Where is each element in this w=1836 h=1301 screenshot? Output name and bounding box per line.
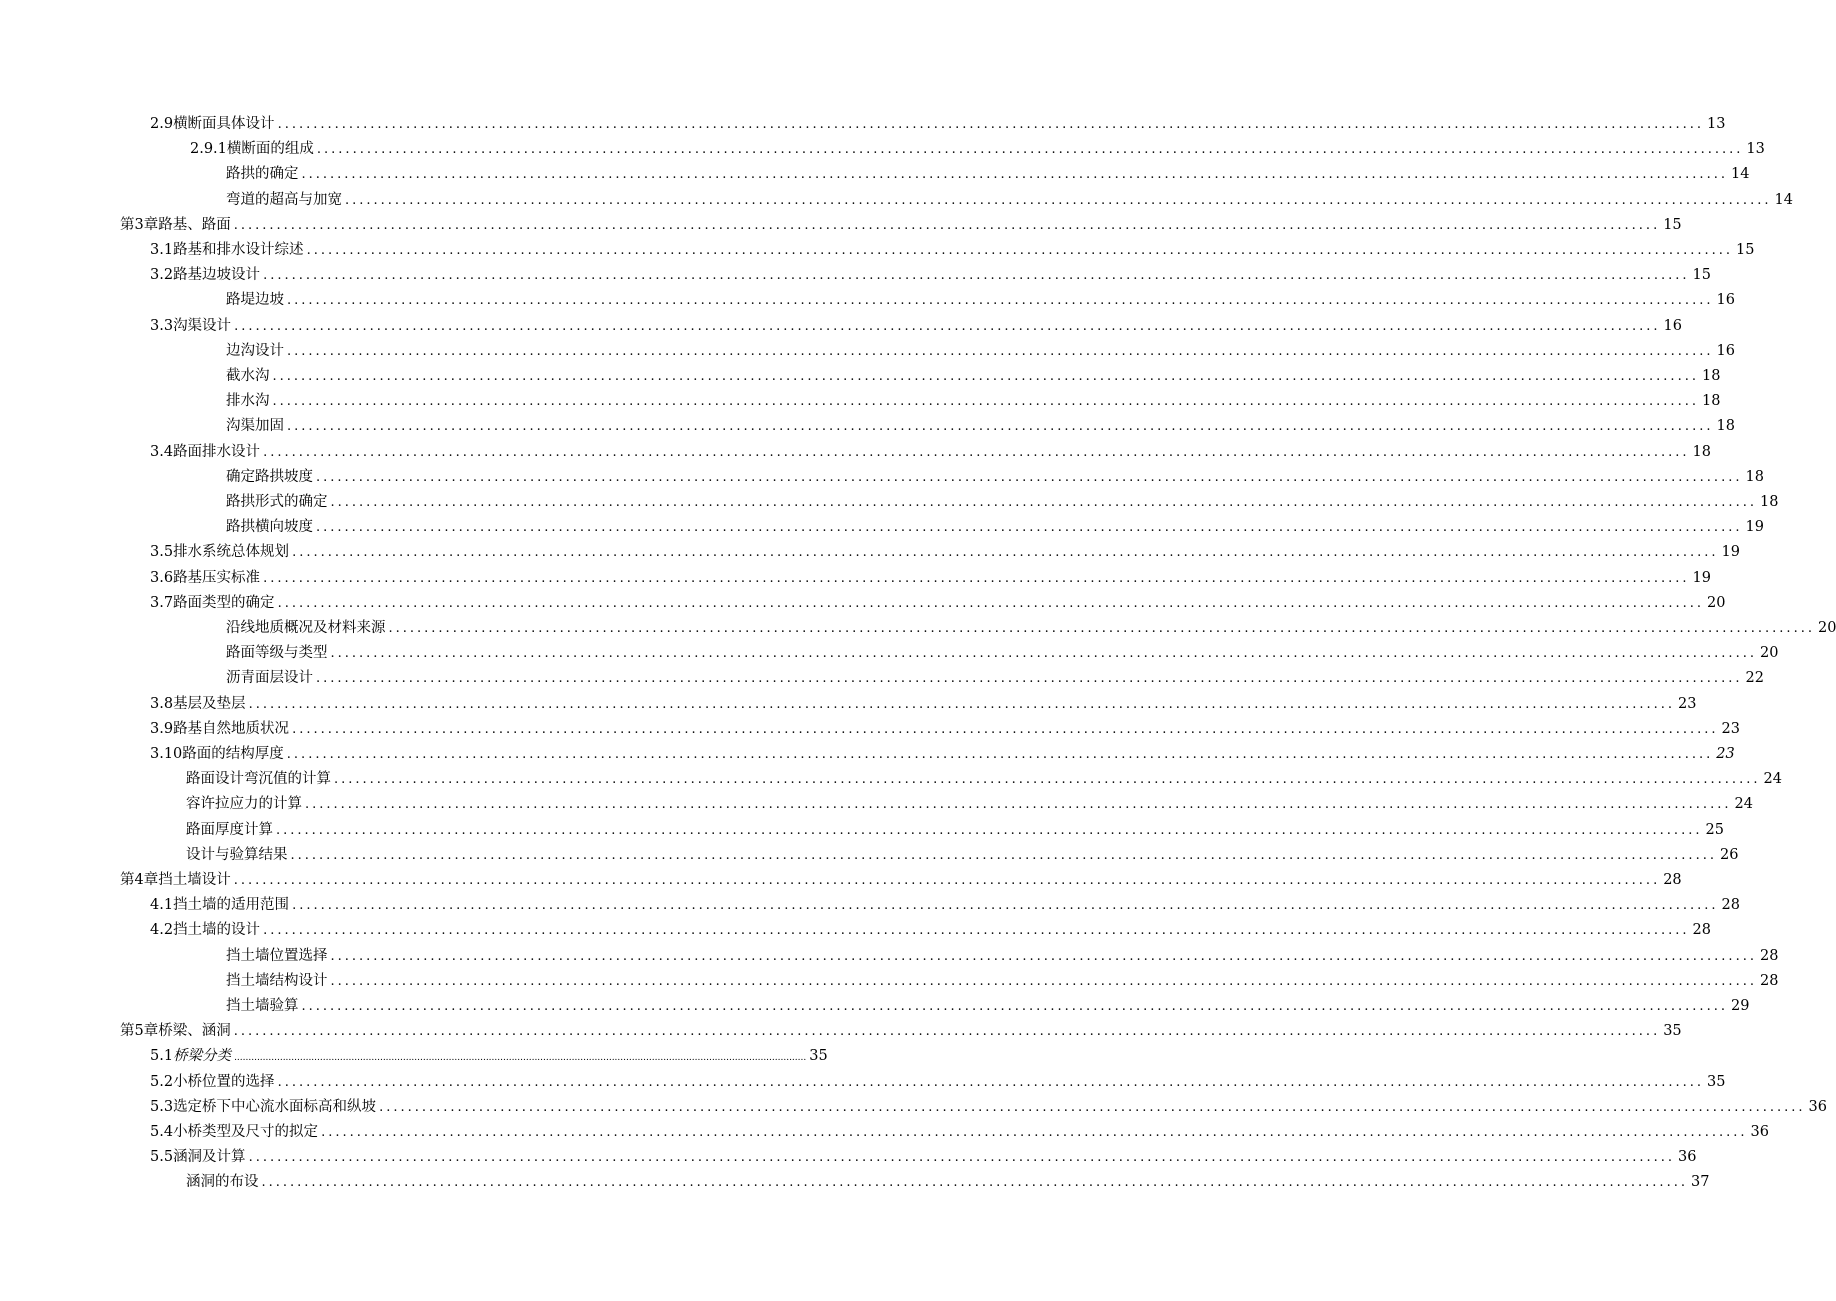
toc-dot-leader: ........................................................................................................................................................................................................ (263, 570, 1690, 586)
toc-entry[interactable] (150, 1121, 1769, 1143)
toc-entry-title: 弯道的超高与加宽 (226, 191, 342, 208)
toc-entry-number: 3.3 (150, 317, 174, 334)
toc-entry-number: 4.1 (150, 897, 174, 914)
toc-entry[interactable] (150, 1071, 1726, 1093)
toc-dot-leader: ........................................................................................................................................................................................................ (233, 873, 1661, 888)
toc-entry-page: 20 (1817, 620, 1836, 636)
toc-entry[interactable] (226, 516, 1764, 538)
toc-dot-leader: ........................................................................................................................................................................................................ (330, 973, 1757, 989)
toc-entry[interactable] (226, 189, 1793, 211)
toc-dot-leader: ........................................................................................................................................................................................................ (290, 847, 1717, 863)
toc-entry[interactable] (150, 718, 1740, 740)
toc-entry-title: 路堤边坡 (226, 292, 284, 309)
toc-entry-title: 确定路拱坡度 (226, 468, 313, 485)
toc-dot-leader: ........................................................................................................................................................................................................ (272, 394, 1699, 410)
toc-entry[interactable] (150, 567, 1711, 589)
toc-entry-title: 挡土墙的适用范围 (173, 897, 290, 914)
toc-dot-leader: ........................................................................................................................................................................................................ (321, 1125, 1748, 1140)
toc-entry-page: 36 (1750, 1124, 1769, 1140)
toc-dot-leader: ........................................................................................................................................................................................................ (316, 671, 1743, 687)
toc-entry-title: 小桥位置的选择 (173, 1073, 275, 1090)
toc-entry-page: 14 (1774, 191, 1793, 208)
toc-entry-number: 2.9.1 (190, 141, 227, 158)
toc-dot-leader: ........................................................................................................................................................................................................ (286, 747, 1714, 762)
toc-entry-page: 24 (1734, 796, 1753, 813)
toc-dot-leader: ........................................................................................................................................................................................................ (292, 898, 1719, 914)
toc-entry[interactable] (150, 1096, 1827, 1118)
toc-entry-page: 36 (1808, 1098, 1827, 1115)
toc-entry-title: 桥梁分类 (173, 1048, 232, 1065)
toc-entry-title: 挡土墙位置选择 (226, 947, 328, 964)
toc-dot-leader: ........................................................................................................................................................................................................ (316, 142, 1744, 158)
toc-entry-page: 20 (1707, 594, 1726, 611)
toc-entry-page: 18 (1759, 494, 1779, 510)
toc-entry-title: 选定桥下中心流水面标高和纵坡 (173, 1098, 377, 1115)
toc-entry-page: 18 (1701, 393, 1721, 410)
toc-entry-page: 15 (1736, 242, 1755, 258)
toc-entry-title: 路面等级与类型 (226, 645, 328, 662)
toc-dot-leader: ........................................................................................................................................................................................................ (263, 268, 1690, 284)
toc-entry[interactable] (226, 667, 1764, 689)
toc-entry[interactable] (150, 239, 1755, 261)
toc-entry-page: 23 (1716, 746, 1735, 762)
toc-entry-number: 5.1 (150, 1048, 174, 1065)
toc-dot-leader: ........................................................................................................................................................................................................ (330, 495, 1757, 510)
toc-entry[interactable] (226, 340, 1735, 362)
toc-entry-page: 24 (1763, 771, 1782, 788)
toc-entry-number: 5.5 (150, 1149, 174, 1166)
toc-entry-title: 路拱横向坡度 (226, 519, 313, 536)
toc-entry-page: 35 (1707, 1073, 1726, 1090)
toc-entry-page: 37 (1690, 1174, 1710, 1191)
toc-dot-leader: ........................................................................................................................................................................................................ (263, 923, 1690, 939)
toc-entry-number: 3.5 (150, 544, 174, 561)
toc-dot-leader: ........................................................................................................................................................................................................ (261, 1175, 1688, 1191)
toc-entry-number: 3.7 (150, 594, 174, 611)
toc-entry-title: 路拱的确定 (226, 166, 299, 183)
toc-entry-number: 5.4 (150, 1124, 174, 1140)
toc-entry-title: 小桥类型及尺寸的拟定 (173, 1124, 319, 1140)
toc-entry[interactable] (226, 289, 1735, 311)
toc-entry-title: 路面类型的确定 (173, 594, 275, 611)
toc-dot-leader: ........................................................................................................................................................................................................ (292, 721, 1719, 737)
toc-entry-title: 设计与验算结果 (186, 846, 288, 863)
toc-entry-page: 29 (1730, 998, 1750, 1014)
toc-dot-leader: ........................................................................................................................................................................................................ (306, 243, 1734, 258)
toc-entry[interactable] (226, 466, 1764, 488)
toc-entry-page: 16 (1663, 317, 1682, 334)
toc-entry-page: 28 (1692, 922, 1711, 939)
toc-entry-page: 20 (1759, 645, 1779, 662)
toc-entry-number: 4.2 (150, 922, 174, 939)
toc-entry-title: 挡土墙结构设计 (226, 972, 328, 989)
toc-entry[interactable] (150, 541, 1740, 563)
toc-entry-title: 路面的结构厚度 (182, 746, 284, 762)
toc-entry[interactable] (226, 945, 1779, 967)
toc-entry-title: 挡土墙的设计 (173, 922, 261, 939)
toc-entry[interactable] (226, 365, 1721, 387)
toc-dot-leader: ........................................................................................................................................................................................................ (287, 419, 1714, 435)
toc-entry-page: 13 (1746, 141, 1765, 158)
toc-entry-title: 截水沟 (226, 368, 270, 384)
toc-entry-page: 26 (1719, 846, 1739, 863)
toc-dot-leader: ........................................................................................................................................................................................................ (388, 621, 1815, 636)
toc-dot-leader: ........................................................................................................................................................................................................ (292, 545, 1719, 561)
toc-dot-leader: ........................................................................................................................................................................................................ (287, 293, 1714, 309)
toc-entry[interactable] (150, 894, 1740, 916)
toc-entry-page: 18 (1716, 418, 1735, 435)
toc-entry[interactable] (186, 819, 1724, 841)
toc-entry-number: 3.10 (150, 746, 183, 762)
toc-entry-page: 35 (809, 1048, 828, 1065)
toc-dot-leader: ........................................................................................................................................................................................................ (334, 772, 1761, 788)
toc-entry[interactable] (186, 844, 1739, 866)
toc-entry-number: 3.6 (150, 569, 174, 586)
toc-dot-leader: ........................................................................................................................................................................................................ (248, 696, 1676, 712)
toc-entry-page: 16 (1716, 292, 1735, 309)
toc-dot-leader: ........................................................................................................................................................................................................ (276, 822, 1703, 838)
toc-entry[interactable] (226, 642, 1779, 664)
toc-entry-page: 14 (1730, 166, 1750, 183)
toc-entry-title: 排水系统总体规划 (173, 544, 290, 561)
toc-entry-page: 16 (1716, 342, 1735, 359)
toc-entry[interactable] (150, 743, 1735, 765)
toc-entry[interactable] (226, 617, 1836, 639)
toc-entry[interactable] (150, 441, 1711, 463)
toc-entry-number: 3.2 (150, 267, 174, 284)
toc-entry[interactable] (150, 592, 1726, 614)
toc-entry[interactable] (120, 869, 1682, 891)
toc-dot-leader: ........................................................................................................................................................................................................ (379, 1099, 1806, 1115)
toc-dot-leader: ........................................................................................................................................................................................................ (316, 469, 1743, 485)
toc-dot-leader: ........................................................................................................................................................................................................ (330, 948, 1757, 964)
toc-entry-page: 28 (1759, 947, 1779, 964)
toc-entry-title: 路拱形式的确定 (226, 494, 328, 510)
toc-entry-title: 路面排水设计 (173, 443, 261, 460)
toc-entry-page: 23 (1678, 695, 1697, 712)
toc-entry[interactable] (190, 138, 1765, 160)
toc-entry-page: 19 (1745, 519, 1764, 536)
toc-entry[interactable] (150, 1045, 828, 1067)
toc-entry[interactable] (150, 919, 1711, 941)
toc-dot-leader: ........................................................................................................................................................................................................ (345, 192, 1772, 208)
toc-dot-leader: ........................................................................................................................................................................................................ (301, 167, 1728, 183)
toc-entry-title: 沿线地质概况及材料来源 (226, 620, 386, 636)
toc-dot-leader: ........................................................................................................................................................................................................ (233, 1024, 1661, 1040)
toc-entry-number: 5.2 (150, 1073, 174, 1090)
toc-entry[interactable] (120, 1020, 1682, 1042)
toc-dot-leader: ........................................................................................................................................................................................................ (330, 646, 1757, 662)
toc-entry[interactable] (226, 995, 1750, 1017)
toc-entry-title: 边沟设计 (226, 342, 284, 359)
toc-entry-title: 横断面具体设计 (173, 116, 275, 132)
toc-dot-leader: ........................................................................................................................................................................................................ (234, 318, 1661, 334)
toc-entry[interactable] (150, 693, 1697, 715)
toc-entry-title: 沟渠设计 (173, 317, 232, 334)
toc-dot-leader: ........................................................................................................................................................................................................ (234, 1053, 807, 1064)
toc-entry-number: 3.1 (150, 242, 174, 258)
toc-entry-title: 路基和排水设计综述 (173, 242, 304, 258)
toc-entry-title: 路面设计弯沉值的计算 (186, 771, 331, 788)
toc-entry-page: 35 (1663, 1023, 1682, 1040)
toc-entry-title: 基层及垫层 (173, 695, 246, 712)
toc-dot-leader: ........................................................................................................................................................................................................ (248, 1150, 1676, 1166)
toc-entry-title: 第3章路基、路面 (120, 216, 231, 233)
toc-entry[interactable] (226, 415, 1735, 437)
toc-entry-page: 15 (1663, 216, 1682, 233)
toc-dot-leader: ........................................................................................................................................................................................................ (277, 1074, 1705, 1090)
toc-dot-leader: ........................................................................................................................................................................................................ (272, 369, 1699, 384)
toc-entry-page: 23 (1721, 720, 1740, 737)
toc-entry-page: 18 (1745, 468, 1764, 485)
toc-dot-leader: ........................................................................................................................................................................................................ (277, 117, 1705, 132)
toc-entry-title: 路基边坡设计 (173, 267, 261, 284)
toc-entry-title: 路基压实标准 (173, 569, 261, 586)
toc-entry-title: 挡土墙验算 (226, 998, 299, 1014)
toc-entry-title: 沥青面层设计 (226, 670, 313, 687)
toc-entry-title: 沟渠加固 (226, 418, 284, 435)
toc-entry-page: 28 (1663, 872, 1682, 888)
toc-entry-number: 5.3 (150, 1098, 174, 1115)
toc-entry-number: 第5章 (120, 1023, 159, 1040)
toc-entry[interactable] (226, 491, 1779, 513)
toc-entry-page: 28 (1721, 897, 1740, 914)
toc-entry[interactable] (226, 970, 1779, 992)
toc-entry-page: 28 (1759, 972, 1779, 989)
toc-entry-title: 容许拉应力的计算 (186, 796, 302, 813)
toc-entry[interactable] (120, 214, 1682, 236)
toc-entry-page: 19 (1692, 569, 1711, 586)
toc-entry-page: 18 (1692, 443, 1711, 460)
toc-entry-title: 路面厚度计算 (186, 821, 273, 838)
toc-entry[interactable] (150, 315, 1682, 337)
toc-entry-page: 36 (1678, 1149, 1697, 1166)
toc-entry-number: 3.8 (150, 695, 174, 712)
toc-entry-number: 3.4 (150, 443, 174, 460)
toc-dot-leader: ........................................................................................................................................................................................................ (277, 595, 1705, 611)
toc-entry[interactable] (186, 768, 1782, 790)
toc-dot-leader: ........................................................................................................................................................................................................ (301, 999, 1728, 1014)
toc-entry-page: 25 (1705, 821, 1724, 838)
toc-entry[interactable] (186, 1171, 1710, 1193)
toc-dot-leader: ........................................................................................................................................................................................................ (233, 217, 1661, 233)
toc-entry[interactable] (150, 113, 1726, 135)
toc-entry[interactable] (186, 793, 1753, 815)
toc-entry-title: 路基自然地质状况 (173, 720, 290, 737)
toc-entry-page: 19 (1721, 544, 1740, 561)
toc-entry-title: 桥梁、涵洞 (158, 1023, 231, 1040)
toc-entry-number: 3.9 (150, 720, 174, 737)
toc-dot-leader: ........................................................................................................................................................................................................ (316, 520, 1743, 536)
toc-entry[interactable] (226, 390, 1721, 412)
toc-entry-number: 2.9 (150, 116, 174, 132)
toc-entry-title: 涵洞的布设 (186, 1174, 259, 1191)
toc-entry-page: 15 (1692, 267, 1711, 284)
toc-entry-title: 横断面的组成 (226, 141, 314, 158)
toc-entry-title: 涵洞及计算 (173, 1149, 246, 1166)
toc-entry[interactable] (150, 1146, 1697, 1168)
toc-entry[interactable] (226, 163, 1750, 185)
toc-dot-leader: ........................................................................................................................................................................................................ (305, 797, 1732, 813)
toc-entry-page: 18 (1701, 368, 1721, 384)
toc-dot-leader: ........................................................................................................................................................................................................ (287, 343, 1714, 359)
toc-dot-leader: ........................................................................................................................................................................................................ (263, 444, 1690, 460)
toc-entry-title: 第4章挡土墙设计 (120, 872, 231, 888)
toc-entry[interactable] (150, 264, 1711, 286)
toc-entry-page: 22 (1745, 670, 1764, 687)
toc-entry-title: 排水沟 (226, 393, 270, 410)
toc-entry-page: 13 (1707, 116, 1726, 132)
